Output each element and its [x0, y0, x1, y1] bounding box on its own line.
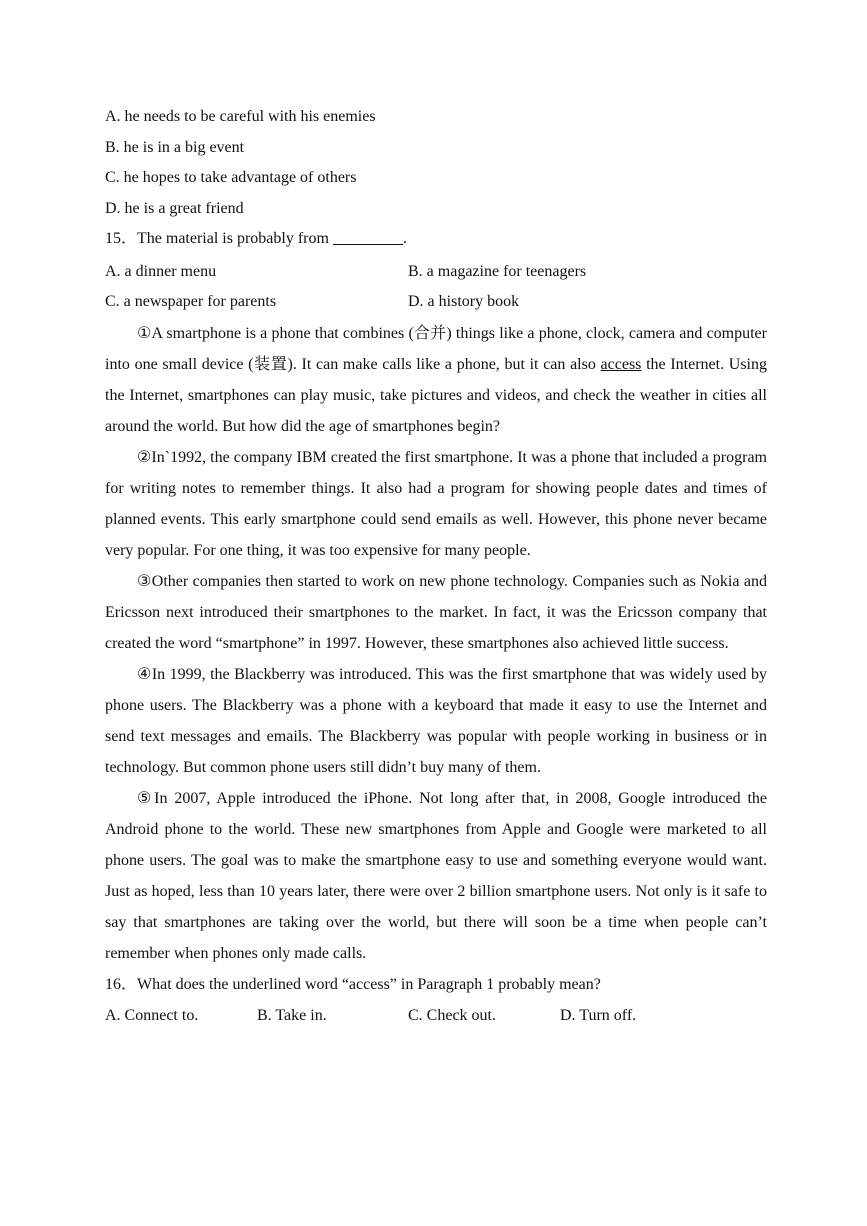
- q14-option-a: A. he needs to be careful with his enemies: [105, 108, 376, 125]
- q14-option-d: D. he is a great friend: [105, 199, 244, 217]
- q14-option-b: B. he is in a big event: [105, 138, 245, 156]
- paragraph-1: [105, 318, 767, 442]
- q15-option-a: A. a dinner menu: [105, 262, 217, 280]
- q15-stem: [105, 224, 767, 255]
- paragraph-1-text: ①A smartphone is a phone that combines (合并) things like a phone, clock, camera and computer into one small device (装置). It can make calls like a phone, but it can also: [105, 324, 767, 373]
- q16-option-d: D. Turn off.: [560, 1007, 637, 1024]
- underlined-word-access: access: [600, 355, 642, 373]
- paragraph-1-text-end: the Internet. Using the Internet, smartphones can play music, take pictures and videos, and check the weather in cities all around the world. But how did the age of smartphones begin?: [105, 355, 767, 435]
- q15-options-row-1: [105, 257, 767, 288]
- q15-stem-end: .: [402, 230, 407, 247]
- paragraph-4: ④In 1999, the Blackberry was introduced. This was the first smartphone that was widely used by phone users. The Blackberry was a phone with a keyboard that made it easy to use the Internet and send text messages and emails. The Blackberry was popular with people working in business or in technology. But common phone users still didn’t buy many of them.: [105, 665, 767, 776]
- q15-options-row-2: [105, 287, 767, 318]
- q15-option-d: D. a history book: [408, 293, 520, 310]
- passage: [105, 318, 767, 969]
- page-content: [105, 102, 767, 1032]
- q15-option-c: C. a newspaper for parents: [105, 293, 277, 310]
- paragraph-5: ⑤In 2007, Apple introduced the iPhone. Not long after that, in 2008, Google introduced the Android phone to the world. These new smartphones from Apple and Google were marketed to all phone users. The goal was to make the smartphone easy to use and something everyone would want. Just as hoped, less than 10 years later, there were over 2 billion smartphone users. Not only is it safe to say that smartphones are taking over the world, but there will soon be a time when people can’t remember when phones only made calls.: [105, 789, 767, 962]
- paragraph-3: ③Other companies then started to work on new phone technology. Companies such as Nokia and Ericsson next introduced their smartphones to the market. In fact, it was the Ericsson company that created the word “smartphone” in 1997. However, these smartphones also achieved little success.: [105, 572, 767, 652]
- q14-option-c: C. he hopes to take advantage of others: [105, 169, 357, 186]
- q16-option-a: A. Connect to.: [105, 1007, 199, 1024]
- paragraph-2: ②In`1992, the company IBM created the first smartphone. It was a phone that included a program for writing notes to remember things. It also had a program for showing people dates and times of planned events. This early smartphone could send emails as well. However, this phone never became very popular. For one thing, it was too expensive for many people.: [105, 448, 767, 559]
- q16-options-row: [105, 1000, 767, 1032]
- q16-option-b: B. Take in.: [257, 1007, 327, 1024]
- answer-blank: [333, 229, 403, 245]
- q16-stem: 16．What does the underlined word “access” in Paragraph 1 probably mean?: [105, 975, 601, 993]
- q15-option-b: B. a magazine for teenagers: [408, 262, 587, 280]
- q15-stem-text: 15．The material is probably from: [105, 230, 333, 247]
- q16-option-c: C. Check out.: [408, 1007, 496, 1024]
